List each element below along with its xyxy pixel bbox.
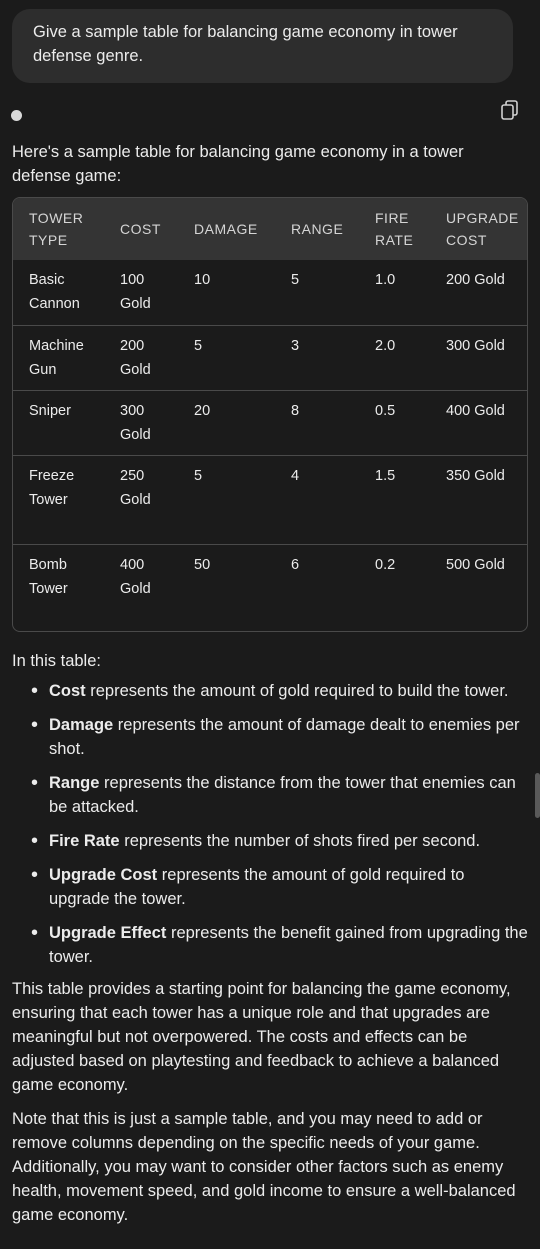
header-fire-rate: FIRE RATE [375, 210, 414, 248]
list-item-term: Cost [49, 682, 86, 700]
cell-range: 5 [291, 272, 300, 288]
cell-range: 4 [291, 467, 300, 484]
cell-range: 6 [291, 556, 300, 573]
list-item-text: represents the amount of damage dealt to enemies per shot. [49, 716, 520, 758]
cell-cost: 200 Gold [120, 337, 151, 378]
cell-fire-rate: 0.5 [375, 402, 396, 419]
cell-fire-rate: 1.5 [375, 467, 396, 484]
table-lead: In this table: [12, 652, 101, 670]
scrollbar-thumb[interactable] [535, 773, 540, 818]
list-item [49, 713, 528, 761]
summary-paragraph: This table provides a starting point for balancing the game economy, ensuring that each tower has a unique role and that upgrades are meaningful but not overpowered. The costs and effects can be adjusted based on playtesting and feedback to achieve a balanced game economy. [12, 980, 511, 1094]
cell-fire-rate: 2.0 [375, 337, 396, 354]
cell-cost: 100 Gold [120, 272, 151, 312]
cell-upgrade-cost: 300 Gold [446, 337, 505, 354]
list-item-term: Damage [49, 716, 114, 734]
cell-upgrade-cost: 200 Gold [446, 272, 505, 288]
copy-icon[interactable] [500, 99, 520, 121]
header-upgrade-cost: UPGRADE COST [446, 210, 519, 248]
header-range: RANGE [291, 221, 344, 237]
list-item-text: represents the amount of gold required to upgrade the tower. [49, 866, 465, 908]
cell-damage: 20 [194, 402, 211, 419]
cell-tower-type: Freeze Tower [29, 467, 75, 508]
cell-cost: 300 Gold [120, 402, 151, 443]
list-item-text: represents the number of shots fired per second. [119, 832, 481, 850]
table-header-row [13, 198, 527, 260]
list-item-text: represents the amount of gold required to build the tower. [85, 682, 509, 700]
assistant-explanation [12, 649, 528, 1227]
cell-range: 3 [291, 337, 300, 354]
cell-damage: 10 [194, 272, 211, 288]
list-item-term: Upgrade Effect [49, 924, 167, 942]
cell-tower-type: Bomb Tower [29, 556, 68, 597]
cell-tower-type: Basic Cannon [29, 272, 80, 312]
list-item [49, 679, 528, 703]
list-item-term: Upgrade Cost [49, 866, 158, 884]
header-tower-type: TOWER TYPE [29, 210, 84, 248]
header-cost: COST [120, 221, 161, 237]
cell-upgrade-cost: 350 Gold [446, 467, 505, 484]
user-message-bubble [12, 9, 513, 83]
list-item [49, 829, 528, 853]
table-row [13, 260, 527, 325]
cell-fire-rate: 0.2 [375, 556, 396, 573]
cell-range: 8 [291, 402, 300, 419]
table-row [13, 544, 527, 632]
list-item [49, 771, 528, 819]
economy-table [12, 197, 528, 632]
user-message-text: Give a sample table for balancing game economy in tower defense genre. [33, 23, 458, 65]
header-damage: DAMAGE [194, 221, 258, 237]
list-item-term: Fire Rate [49, 832, 120, 850]
cell-tower-type: Machine Gun [29, 337, 84, 378]
note-paragraph: Note that this is just a sample table, and you may need to add or remove columns depending on the specific needs of your game. Additionally, you may want to consider other factors such as enemy health, movement speed, and gold income to ensure a well-balanced game economy. [12, 1110, 516, 1224]
cell-upgrade-cost: 400 Gold [446, 402, 505, 419]
cell-upgrade-cost: 500 Gold [446, 556, 505, 573]
list-item-term: Range [49, 774, 100, 792]
cell-damage: 50 [194, 556, 211, 573]
cell-damage: 5 [194, 337, 203, 354]
assistant-intro: Here's a sample table for balancing game economy in a tower defense game: [12, 143, 464, 185]
table-row [13, 325, 527, 390]
list-item-text: represents the benefit gained from upgrading the tower. [49, 924, 528, 966]
list-item [49, 921, 528, 969]
definitions-list [12, 679, 528, 969]
list-item [49, 863, 528, 911]
cell-cost: 250 Gold [120, 467, 151, 508]
table-row [13, 455, 527, 544]
table-row [13, 390, 527, 455]
cell-damage: 5 [194, 467, 203, 484]
cell-tower-type: Sniper [29, 402, 71, 419]
list-item-text: represents the distance from the tower that enemies can be attacked. [49, 774, 516, 816]
cell-fire-rate: 1.0 [375, 272, 396, 288]
status-dot [11, 110, 22, 121]
cell-cost: 400 Gold [120, 556, 151, 597]
